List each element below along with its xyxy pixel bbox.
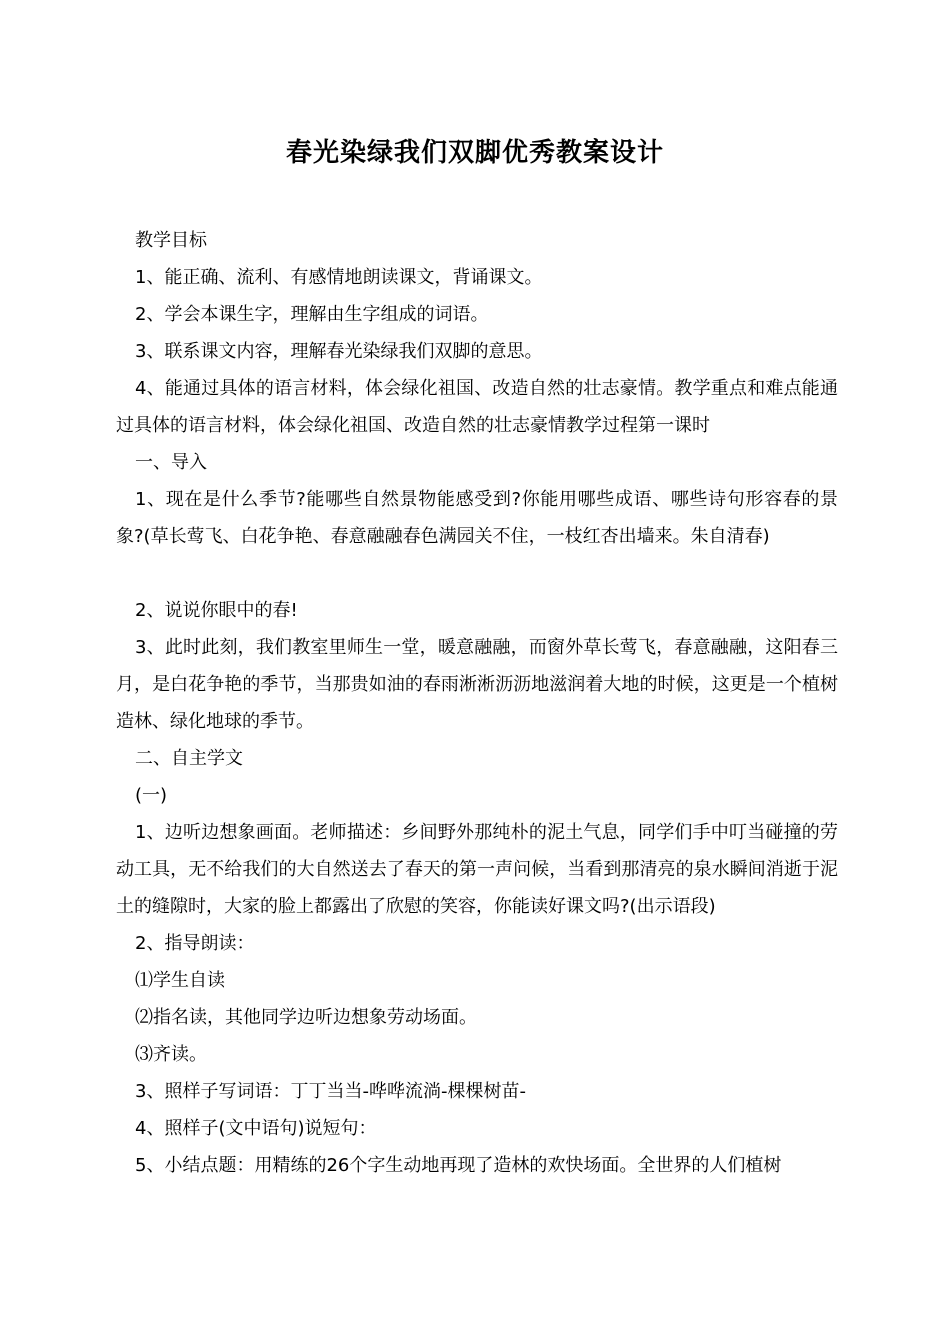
paragraph-intro-2: 2、说说你眼中的春! [135, 600, 298, 621]
paragraph-study-3: 3、照样子写词语：丁丁当当-哗哗流淌-棵棵树苗- [135, 1081, 526, 1102]
paragraph-subsection-1: (一) [135, 785, 168, 806]
document-body [116, 222, 838, 1184]
paragraph-section-intro: 一、导入 [135, 452, 207, 473]
paragraph-study-2-b: ⑵指名读，其他同学边听边想象劳动场面。 [135, 1007, 477, 1028]
paragraph-study-5: 5、小结点题：用精练的26个字生动地再现了造林的欢快场面。全世界的人们植树 [135, 1155, 782, 1176]
paragraph-objectives-heading: 教学目标 [135, 230, 207, 251]
document-title: 春光染绿我们双脚优秀教案设计 [285, 138, 664, 168]
paragraph-study-2: 2、指导朗读： [135, 933, 255, 954]
paragraph-objective-2: 2、学会本课生字，理解由生字组成的词语。 [135, 304, 489, 325]
paragraph-objective-1: 1、能正确、流利、有感情地朗读课文，背诵课文。 [135, 267, 543, 288]
paragraph-study-2-a: ⑴学生自读 [135, 970, 225, 991]
paragraph-section-self-study: 二、自主学文 [135, 748, 243, 769]
paragraph-intro-3: 3、此时此刻，我们教室里师生一堂，暖意融融，而窗外草长莺飞，春意融融，这阳春三月，是白花争艳的季节，当那贵如油的春雨淅淅沥沥地滋润着大地的时候，这更是一个植树造林、绿化地球的季节。 [116, 637, 838, 732]
paragraph-study-4: 4、照样子(文中语句)说短句： [135, 1118, 377, 1139]
paragraph-study-1: 1、边听边想象画面。老师描述：乡间野外那纯朴的泥土气息，同学们手中叮当碰撞的劳动工具，无不给我们的大自然送去了春天的第一声问候，当看到那清亮的泉水瞬间消逝于泥土的缝隙时，大家的脸上都露出了欣慰的笑容，你能读好课文吗?(出示语段) [116, 822, 838, 917]
paragraph-objective-4: 4、能通过具体的语言材料，体会绿化祖国、改造自然的壮志豪情。教学重点和难点能通过具体的语言材料，体会绿化祖国、改造自然的壮志豪情教学过程第一课时 [116, 378, 838, 436]
paragraph-study-2-c: ⑶齐读。 [135, 1044, 207, 1065]
paragraph-objective-3: 3、联系课文内容，理解春光染绿我们双脚的意思。 [135, 341, 543, 362]
paragraph-intro-1: 1、现在是什么季节?能哪些自然景物能感受到?你能用哪些成语、哪些诗句形容春的景象?(草长莺飞、白花争艳、春意融融春色满园关不住，一枝红杏出墙来。朱自清春) [116, 489, 838, 547]
